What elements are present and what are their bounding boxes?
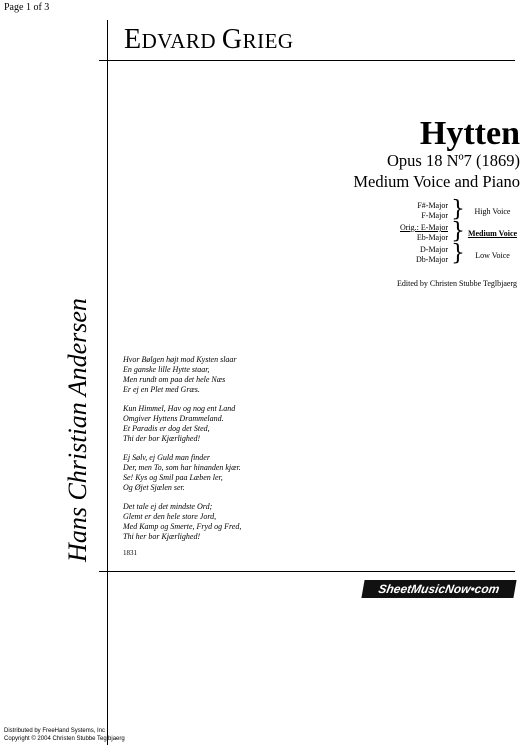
footer-copyright: Copyright © 2004 Christen Stubbe Teglbjaerg	[4, 736, 125, 742]
poem-line: Er ej en Plet med Græs.	[123, 385, 200, 394]
poem-line: En ganske lille Hytte staar,	[123, 365, 210, 374]
poem-line: Thi her bor Kjærlighed!	[123, 532, 201, 541]
brace-icon: }	[451, 219, 465, 244]
voice-label: High Voice	[474, 207, 511, 216]
sheetmusicnow-logo[interactable]	[361, 580, 516, 598]
composer-name	[124, 24, 294, 56]
key-name: D-Major	[420, 245, 448, 254]
poem-stanza	[123, 502, 241, 542]
composer-last-rest: RIEG	[242, 29, 294, 53]
key-name: F#-Major	[417, 201, 448, 210]
composer-initial-first: E	[124, 24, 142, 55]
poem-stanza	[123, 453, 241, 493]
composer-initial-last: G	[221, 24, 243, 55]
poet-name	[58, 300, 98, 560]
poem-line: Med Kamp og Smerte, Fryd og Fred,	[123, 522, 242, 531]
poem-line: Ej Sølv, ej Guld man finder	[123, 453, 210, 462]
poem-text	[123, 355, 241, 551]
key-names	[416, 245, 448, 264]
logo-text: SheetMusicNow•com	[377, 582, 501, 596]
composer-first-rest: DVARD	[141, 29, 222, 53]
poem-year: 1831	[123, 549, 137, 557]
top-rule	[99, 60, 515, 61]
footer	[4, 727, 125, 743]
poem-stanza	[123, 355, 241, 395]
voice-label-selected: Medium Voice	[467, 229, 518, 238]
poem-line: Og Øjet Sjælen ser.	[123, 483, 185, 492]
key-table	[365, 197, 520, 281]
poem-line: Det tale ej det mindste Ord;	[123, 502, 213, 511]
poem-line: Der, men To, som har hinanden kjær.	[123, 463, 241, 472]
voice-label: Low Voice	[475, 251, 510, 260]
poem-line: Kun Himmel, Hav og nog ent Land	[123, 404, 236, 413]
bottom-rule	[99, 571, 515, 572]
poem-line: Men rundt om paa det hele Næs	[123, 375, 226, 384]
poem-stanza	[123, 404, 241, 444]
key-name-original: Orig.: E-Major	[400, 223, 448, 232]
piece-title: Hytten	[419, 115, 520, 152]
instrumentation: Medium Voice and Piano	[353, 172, 520, 191]
key-group-high	[365, 197, 520, 223]
page-indicator: Page 1 of 3	[4, 2, 50, 13]
key-name: Eb-Major	[416, 232, 448, 242]
key-names	[417, 201, 448, 220]
poem-line: Thi der bor Kjærlighed!	[123, 434, 201, 443]
key-name: F-Major	[421, 210, 448, 220]
key-group-medium	[365, 219, 520, 245]
footer-distributor: Distributed by FreeHand Systems, Inc	[4, 728, 106, 734]
poem-line: Omgiver Hyttens Drammeland.	[123, 414, 224, 423]
poem-line: Glemt er den hele store Jord,	[123, 512, 217, 521]
poem-line: Se! Kys og Smil paa Læben ler,	[123, 473, 223, 482]
brace-icon: }	[451, 197, 465, 222]
poem-line: Hvor Bølgen højt mod Kysten slaar	[123, 355, 237, 364]
poet-name-text: Hans Christian Andersen	[63, 298, 92, 562]
key-group-low	[365, 241, 520, 267]
key-name: Db-Major	[416, 254, 448, 264]
vertical-rule	[107, 20, 108, 745]
poem-line: Et Paradis er dog det Sted,	[123, 424, 210, 433]
opus-line: Opus 18 Nº7 (1869)	[387, 151, 520, 170]
brace-icon: }	[451, 241, 465, 266]
key-names	[400, 223, 448, 242]
editor-credit: Edited by Christen Stubbe Teglbjaerg	[396, 279, 517, 288]
